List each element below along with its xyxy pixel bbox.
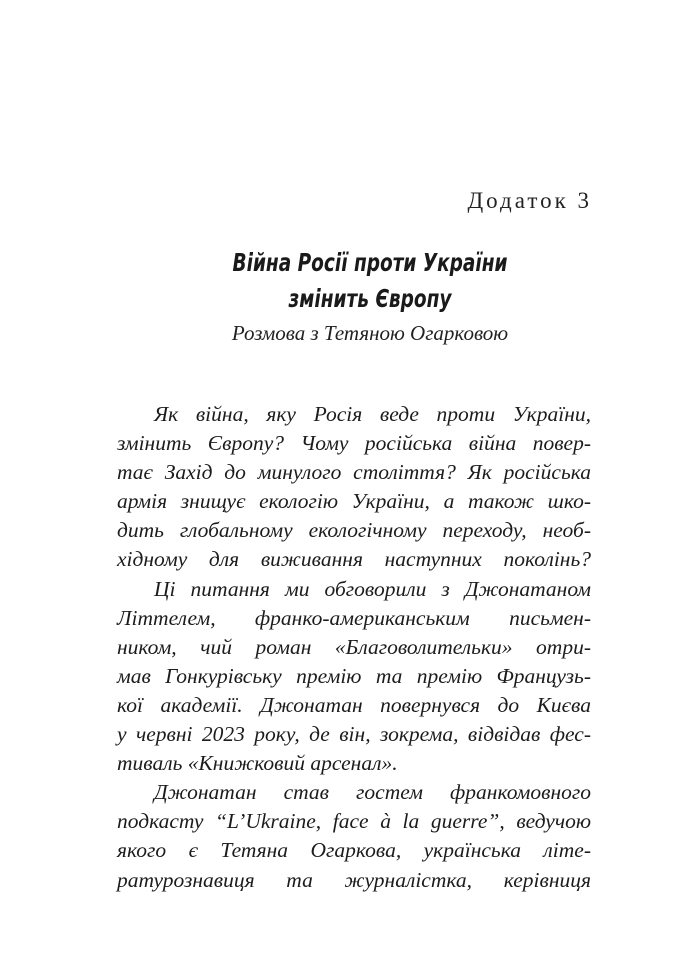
text-line: подкасту “L’Ukraine, face à la guerre”, ведучою xyxy=(117,809,591,834)
text-line: змінить Європу? Чому російська війна повер- xyxy=(117,431,591,456)
body-text xyxy=(117,400,591,895)
chapter-title-line-2: змінить Європу xyxy=(288,284,452,313)
text-line: Ці питання ми обговорили з Джонатаном xyxy=(154,576,591,601)
text-line: мав Гонкурівську премію та премію Французь- xyxy=(117,663,591,688)
appendix-label: Додаток 3 xyxy=(467,188,592,213)
text-line: ником, чий роман «Благоволительки» отри- xyxy=(117,634,591,659)
text-line: якого є Тетяна Огаркова, українська літе- xyxy=(117,838,591,863)
chapter-title-line-1: Війна Росії проти України xyxy=(232,248,508,277)
text-line: армія знищує екологію України, а також шко- xyxy=(117,489,591,514)
text-line: дить глобальному екологічному переходу, необ- xyxy=(117,518,591,543)
text-line: кої академії. Джонатан повернувся до Києва xyxy=(117,692,591,717)
text-line: Літтелем, франко-американським письмен- xyxy=(117,605,591,630)
text-line: у червні 2023 року, де він, зокрема, відвідав фес- xyxy=(117,722,591,747)
text-line: Джонатан став гостем франкомовного xyxy=(154,780,591,805)
chapter-title xyxy=(185,245,555,317)
text-line: ратурознавиця та журналістка, керівниця xyxy=(117,867,591,892)
text-line: хідному для виживання наступних поколінь? xyxy=(117,547,591,572)
text-line: тиваль «Книжковий арсенал». xyxy=(117,751,398,776)
text-line: тає Захід до минулого століття? Як російська xyxy=(117,460,591,485)
chapter-subtitle: Розмова з Тетяною Огарковою xyxy=(231,321,509,345)
text-line: Як війна, яку Росія веде проти України, xyxy=(154,402,591,426)
